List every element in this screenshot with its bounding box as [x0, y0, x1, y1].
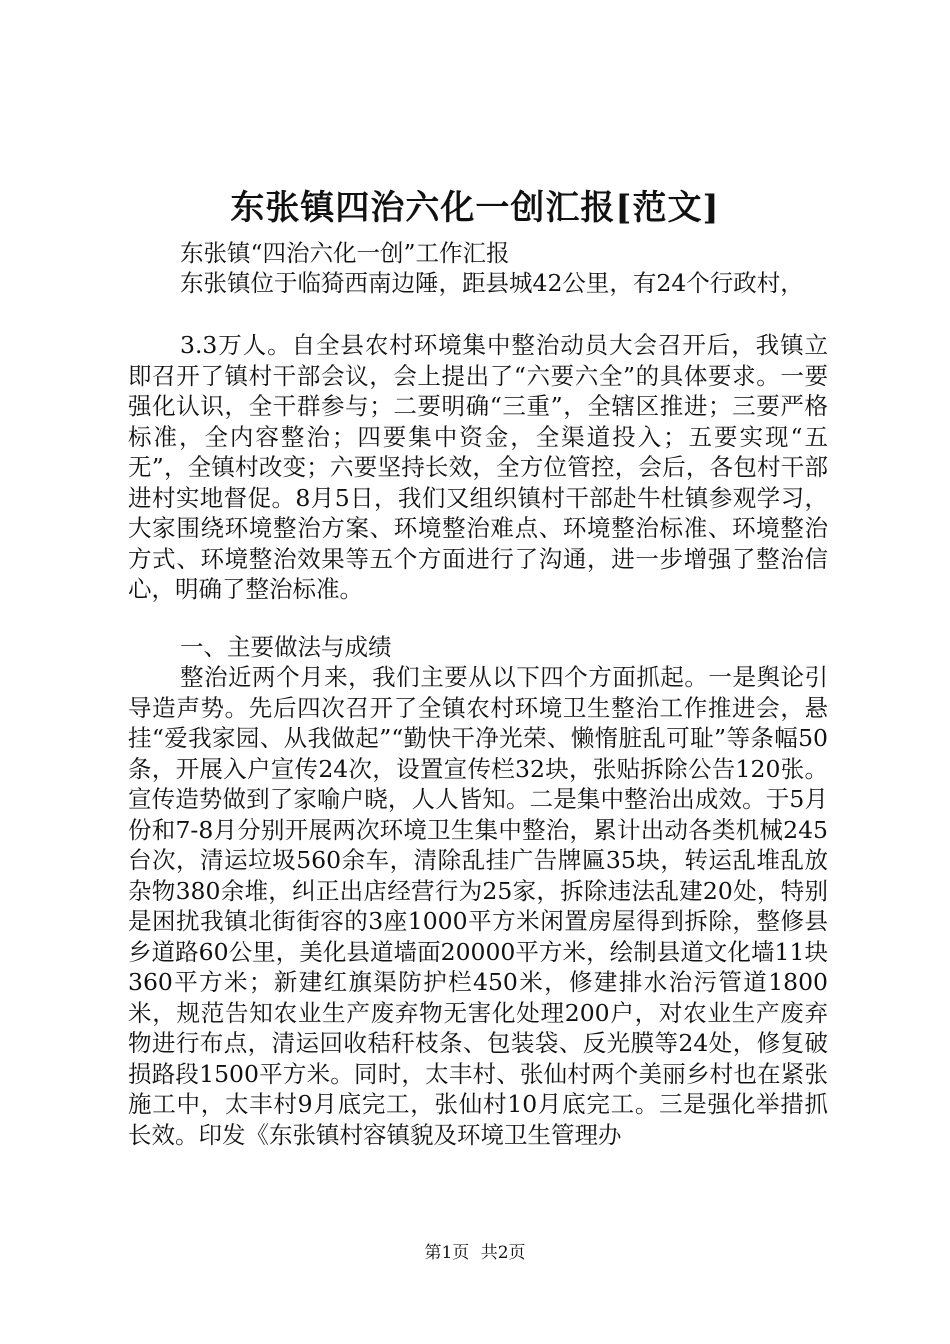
page-total: 共2页: [480, 1243, 526, 1263]
paragraph-text: 东张镇位于临猗西南边陲，距县城42公里，有24个行政村，: [180, 269, 804, 297]
page-number: 第1页: [424, 1243, 470, 1263]
document-subtitle: 东张镇“四治六化一创”工作汇报: [180, 239, 510, 267]
section-paragraph: [128, 662, 828, 1150]
paragraph-intro: [128, 268, 828, 299]
section-heading: 一、主要做法与成绩: [180, 633, 392, 661]
document-title: 东张镇四治六化一创汇报[范文]: [230, 188, 720, 228]
paragraph-text: 整治近两个月来，我们主要从以下四个方面抓起。一是舆论引导造声势。先后四次召开了全镇农村环境卫生整治工作推进会，悬挂“爱我家园、从我做起”“勤快干净光荣、懒惰脏乱可耻”等条幅50条，开展入户宣传24次，设置宣传栏32块，张贴拆除公告120张。宣传造势做到了家喻户晓，人人皆知。二是集中整治出成效。于5月份和7-8月分别开展两次环境卫生集中整治，累计出动各类机械245台次，清运垃圾560余车，清除乱挂广告牌匾35块，转运乱堆乱放杂物380余堆，纠正出店经营行为25家，拆除违法乱建20处，特别是困扰我镇北街街容的3座1000平方米闲置房屋得到拆除，整修县乡道路60公里，美化县道墙面20000平方米，绘制县道文化墙11块360平方米；新建红旗渠防护栏450米，修建排水治污管道1800米，规范告知农业生产废弃物无害化处理200户，对农业生产废弃物进行布点，清运回收秸秆枝条、包装袋、反光膜等24处，修复破损路段1500平方米。同时，太丰村、张仙村两个美丽乡村也在紧张施工中，太丰村9月底完工，张仙村10月底完工。三是强化举措抓长效。印发《东张镇村容镇貌及环境卫生管理办: [128, 663, 828, 1149]
page-footer: [0, 1242, 950, 1264]
paragraph-meeting: [128, 330, 828, 605]
paragraph-text: 3.3万人。自全县农村环境集中整治动员大会召开后，我镇立即召开了镇村干部会议，会上提出了“六要六全”的具体要求。一要强化认识，全干群参与；二要明确“三重”，全辖区推进；三要严格标准，全内容整治；四要集中资金，全渠道投入；五要实现“五无”，全镇村改变；六要坚持长效，全方位管控，会后，各包村干部进村实地督促。8月5日，我们又组织镇村干部赴牛杜镇参观学习，大家围绕环境整治方案、环境整治难点、环境整治标准、环境整治方式、环境整治效果等五个方面进行了沟通，进一步增强了整治信心，明确了整治标准。: [128, 331, 828, 603]
